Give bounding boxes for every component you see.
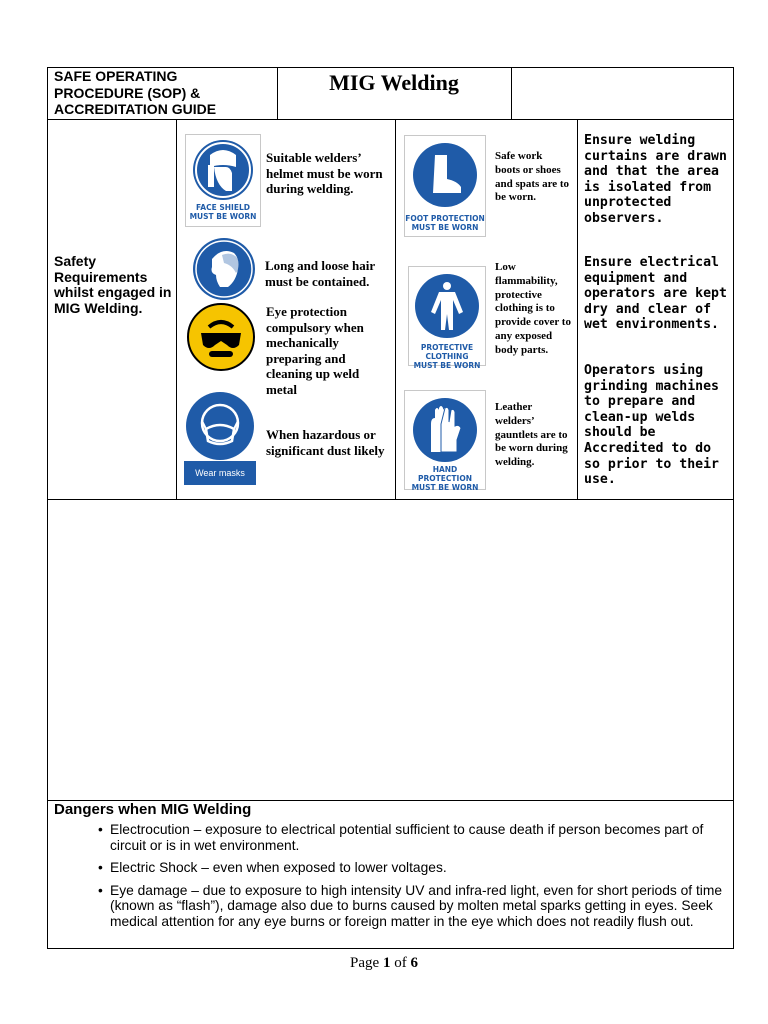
- protective-clothing-caption: PROTECTIVE CLOTHING MUST BE WORN: [413, 343, 481, 370]
- danger-item-eye-damage: • Eye damage – due to exposure to high intensity UV and infra-red light, even for short periods of time (known as “flash”), damage also due to burns caused by molten metal sparks getting in eyes. Seek medical attention for any eye burns or foreign matter in the eye which does not readily flush out.: [110, 883, 726, 930]
- hair-requirement-text: Long and loose hair must be contained.: [265, 258, 375, 289]
- safety-bottom-line: [47, 499, 734, 500]
- hand-protection-icon: [405, 394, 485, 466]
- boots-requirement-text: Safe work boots or shoes and spats are to be worn.: [495, 150, 570, 204]
- dust-mask-text: When hazardous or significant dust likely: [266, 427, 385, 458]
- page-sep: of: [394, 955, 407, 971]
- wear-masks-banner: Wear masks: [184, 461, 256, 485]
- hand-protection-sign: [404, 390, 486, 490]
- gauntlets-requirement-text: Leather welders’ gauntlets are to be worn during welding.: [495, 401, 568, 469]
- grinding-machines-note: Operators using grinding machines to prepare and clean-up welds should be Accredited to do so prior to their use.: [584, 363, 719, 488]
- protective-clothing-icon: [409, 270, 485, 342]
- helmet-requirement-text: Suitable welders’ helmet must be worn during welding.: [266, 150, 383, 196]
- clothing-requirement-text: Low flammability, protective clothing is to provide cover to any exposed body parts.: [495, 261, 571, 356]
- sop-header-title: SAFE OPERATING PROCEDURE (SOP) & ACCREDITATION GUIDE: [54, 68, 217, 117]
- safety-requirements-label: Safety Requirements whilst engaged in MIG Welding.: [54, 253, 172, 316]
- safety-divider-1: [176, 119, 177, 499]
- dangers-list: [54, 822, 726, 937]
- header-blank-cell: [516, 72, 726, 112]
- page-footer: [0, 955, 768, 972]
- protective-clothing-sign: [408, 266, 486, 370]
- page-total: 6: [410, 955, 418, 971]
- hand-protection-caption: HAND PROTECTION MUST BE WORN: [411, 465, 479, 492]
- face-shield-sign: [185, 134, 261, 227]
- dust-mask-icon: [184, 391, 256, 461]
- face-shield-icon: [186, 137, 260, 203]
- dangers-heading: Dangers when MIG Welding: [54, 801, 252, 818]
- eye-protection-text: Eye protection compulsory when mechanically preparing and cleaning up weld metal: [266, 304, 364, 397]
- hair-containment-icon: [192, 237, 256, 301]
- document-title: MIG Welding: [329, 70, 459, 95]
- header-divider-2: [511, 67, 512, 119]
- foot-protection-icon: [405, 139, 485, 213]
- header-bottom-line: [47, 119, 734, 120]
- danger-item-electric-shock: • Electric Shock – even when exposed to lower voltages.: [110, 860, 726, 876]
- face-shield-sign-caption: FACE SHIELD MUST BE WORN: [189, 203, 257, 221]
- page-prefix: Page: [350, 955, 380, 971]
- safety-divider-3: [577, 119, 578, 499]
- safety-divider-2: [395, 119, 396, 499]
- foot-protection-sign: [404, 135, 486, 237]
- danger-item-electrocution: • Electrocution – exposure to electrical potential sufficient to cause death if person becomes part of circuit or is in wet environment.: [110, 822, 726, 853]
- page-current: 1: [382, 955, 391, 971]
- electrical-equipment-note: Ensure electrical equipment and operators are kept dry and clear of wet environments.: [584, 255, 727, 333]
- dust-mask-sign: [184, 391, 256, 485]
- eye-protection-icon: [187, 303, 255, 371]
- foot-protection-caption: FOOT PROTECTION MUST BE WORN: [405, 214, 485, 232]
- welding-curtains-note: Ensure welding curtains are drawn and that the area is isolated from unprotected observers.: [584, 133, 727, 226]
